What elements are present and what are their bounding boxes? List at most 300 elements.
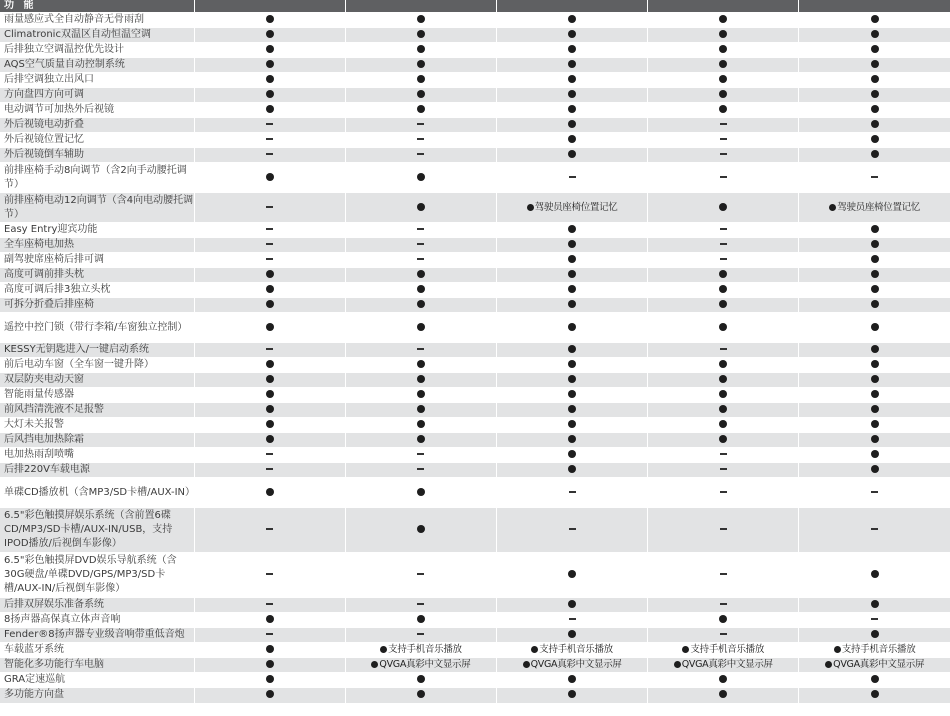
standard-mark [648, 688, 799, 703]
table-row [0, 673, 950, 688]
dash-icon [871, 491, 878, 493]
feature-note-text: 支持手机音乐播放 [380, 644, 462, 655]
feature-name: 6.5"彩色触摸屏娱乐系统（含前置6碟CD/MP3/SD卡槽/AUX-IN/USB，支持IPOD播放/后视倒车影像） [0, 508, 194, 553]
feature-note [497, 193, 648, 223]
standard-dot-icon [266, 105, 274, 113]
standard-dot-icon [568, 15, 576, 23]
not-available-mark [345, 448, 496, 463]
standard-mark [194, 73, 345, 88]
standard-mark [497, 598, 648, 613]
table-row [0, 133, 950, 148]
standard-dot-icon [568, 285, 576, 293]
standard-dot-icon [266, 173, 274, 181]
standard-mark [648, 268, 799, 283]
dash-icon [720, 258, 727, 260]
standard-dot-icon [568, 90, 576, 98]
standard-mark [648, 88, 799, 103]
standard-mark [799, 133, 950, 148]
standard-mark [194, 373, 345, 388]
standard-mark [497, 223, 648, 238]
dash-icon [720, 603, 727, 605]
dash-icon [569, 618, 576, 620]
not-available-mark [345, 628, 496, 643]
table-body [0, 13, 950, 703]
standard-dot-icon [871, 360, 879, 368]
not-available-mark [194, 448, 345, 463]
standard-mark [194, 358, 345, 373]
dash-icon [417, 468, 424, 470]
feature-column-header: 功 能 [0, 0, 194, 13]
not-available-mark [648, 598, 799, 613]
dash-icon [417, 243, 424, 245]
standard-dot-icon [568, 675, 576, 683]
standard-dot-icon [380, 646, 387, 653]
not-available-mark [648, 343, 799, 358]
feature-note [497, 658, 648, 673]
standard-mark [194, 478, 345, 508]
standard-dot-icon [719, 105, 727, 113]
standard-mark [799, 403, 950, 418]
standard-dot-icon [871, 465, 879, 473]
standard-dot-icon [871, 450, 879, 458]
not-available-mark [648, 628, 799, 643]
standard-mark [497, 298, 648, 313]
not-available-mark [194, 508, 345, 553]
standard-dot-icon [266, 675, 274, 683]
feature-name: 双层防夹电动天窗 [0, 373, 194, 388]
not-available-mark [345, 463, 496, 478]
standard-mark [345, 358, 496, 373]
standard-dot-icon [871, 150, 879, 158]
standard-dot-icon [417, 435, 425, 443]
standard-dot-icon [417, 525, 425, 533]
not-available-mark [648, 508, 799, 553]
table-row [0, 238, 950, 253]
standard-dot-icon [829, 204, 836, 211]
standard-mark [497, 373, 648, 388]
feature-name: 遥控中控门锁（带行李箱/车窗独立控制） [0, 313, 194, 343]
dash-icon [417, 453, 424, 455]
not-available-mark [648, 253, 799, 268]
standard-dot-icon [523, 661, 530, 668]
standard-mark [345, 403, 496, 418]
feature-note-text: QVGA真彩中文显示屏 [674, 659, 773, 670]
not-available-mark [345, 118, 496, 133]
standard-dot-icon [719, 675, 727, 683]
standard-mark [497, 13, 648, 28]
standard-dot-icon [266, 435, 274, 443]
standard-dot-icon [417, 285, 425, 293]
standard-mark [194, 13, 345, 28]
standard-mark [345, 508, 496, 553]
standard-mark [497, 343, 648, 358]
standard-dot-icon [266, 90, 274, 98]
standard-dot-icon [719, 323, 727, 331]
dash-icon [417, 573, 424, 575]
standard-dot-icon [568, 30, 576, 38]
standard-mark [497, 283, 648, 298]
table-row [0, 598, 950, 613]
standard-mark [799, 673, 950, 688]
standard-dot-icon [834, 646, 841, 653]
feature-name: 外后视镜电动折叠 [0, 118, 194, 133]
standard-dot-icon [568, 323, 576, 331]
standard-mark [497, 418, 648, 433]
standard-dot-icon [417, 690, 425, 698]
standard-dot-icon [871, 390, 879, 398]
standard-mark [799, 463, 950, 478]
standard-dot-icon [568, 240, 576, 248]
standard-mark [799, 73, 950, 88]
standard-mark [194, 433, 345, 448]
table-row [0, 313, 950, 343]
dash-icon [417, 603, 424, 605]
not-available-mark [194, 238, 345, 253]
standard-dot-icon [417, 375, 425, 383]
standard-dot-icon [719, 203, 727, 211]
standard-dot-icon [871, 630, 879, 638]
standard-mark [345, 418, 496, 433]
standard-mark [648, 43, 799, 58]
feature-name: 高度可调后排3独立头枕 [0, 283, 194, 298]
standard-dot-icon [266, 488, 274, 496]
not-available-mark [345, 553, 496, 598]
standard-mark [648, 58, 799, 73]
standard-dot-icon [871, 120, 879, 128]
dash-icon [569, 176, 576, 178]
dash-icon [266, 228, 273, 230]
not-available-mark [799, 508, 950, 553]
feature-name: 8扬声器高保真立体声音响 [0, 613, 194, 628]
standard-dot-icon [568, 120, 576, 128]
standard-dot-icon [417, 405, 425, 413]
dash-icon [266, 453, 273, 455]
not-available-mark [648, 133, 799, 148]
standard-dot-icon [266, 15, 274, 23]
standard-mark [799, 283, 950, 298]
standard-dot-icon [871, 375, 879, 383]
standard-dot-icon [266, 300, 274, 308]
table-row [0, 223, 950, 238]
standard-dot-icon [871, 420, 879, 428]
standard-mark [194, 298, 345, 313]
dash-icon [720, 528, 727, 530]
standard-mark [345, 13, 496, 28]
standard-mark [648, 103, 799, 118]
standard-mark [194, 103, 345, 118]
standard-dot-icon [531, 646, 538, 653]
standard-dot-icon [568, 690, 576, 698]
feature-note-text: 支持手机音乐播放 [682, 644, 764, 655]
standard-mark [497, 388, 648, 403]
standard-mark [799, 298, 950, 313]
feature-name: 单碟CD播放机（含MP3/SD卡槽/AUX-IN） [0, 478, 194, 508]
not-available-mark [345, 148, 496, 163]
standard-dot-icon [682, 646, 689, 653]
dash-icon [266, 123, 273, 125]
feature-name: 后排独立空调温控优先设计 [0, 43, 194, 58]
standard-dot-icon [871, 240, 879, 248]
standard-dot-icon [871, 135, 879, 143]
feature-note-text: 驾驶员座椅位置记忆 [829, 202, 920, 213]
not-available-mark [345, 253, 496, 268]
not-available-mark [345, 238, 496, 253]
feature-name: 6.5"彩色触摸屏DVD娱乐导航系统（含30G硬盘/单碟DVD/GPS/MP3/SD卡槽/AUX-IN/后视倒车影像） [0, 553, 194, 598]
feature-note [648, 658, 799, 673]
feature-name: 智能雨量传感器 [0, 388, 194, 403]
not-available-mark [648, 478, 799, 508]
feature-note [648, 643, 799, 658]
feature-name: 外后视镜倒车辅助 [0, 148, 194, 163]
standard-dot-icon [871, 60, 879, 68]
standard-dot-icon [417, 615, 425, 623]
standard-dot-icon [266, 323, 274, 331]
dash-icon [417, 228, 424, 230]
standard-dot-icon [266, 45, 274, 53]
standard-mark [497, 313, 648, 343]
standard-dot-icon [417, 75, 425, 83]
dash-icon [266, 633, 273, 635]
standard-mark [194, 43, 345, 58]
dash-icon [417, 123, 424, 125]
not-available-mark [497, 478, 648, 508]
standard-dot-icon [719, 60, 727, 68]
standard-mark [648, 13, 799, 28]
feature-name: GRA定速巡航 [0, 673, 194, 688]
standard-dot-icon [568, 225, 576, 233]
dash-icon [720, 228, 727, 230]
standard-dot-icon [719, 435, 727, 443]
standard-dot-icon [266, 285, 274, 293]
standard-mark [345, 688, 496, 703]
standard-mark [799, 58, 950, 73]
dash-icon [720, 243, 727, 245]
standard-mark [799, 13, 950, 28]
feature-name: 后风挡电加热除霜 [0, 433, 194, 448]
dash-icon [417, 348, 424, 350]
trim-column-header [194, 0, 345, 13]
standard-dot-icon [719, 360, 727, 368]
standard-mark [799, 118, 950, 133]
standard-mark [799, 388, 950, 403]
standard-mark [497, 403, 648, 418]
table-row [0, 28, 950, 43]
trim-column-header [799, 0, 950, 13]
standard-mark [194, 673, 345, 688]
standard-dot-icon [719, 420, 727, 428]
standard-mark [497, 238, 648, 253]
feature-name: 智能化多功能行车电脑 [0, 658, 194, 673]
standard-mark [799, 28, 950, 43]
standard-mark [648, 313, 799, 343]
table-row [0, 43, 950, 58]
standard-mark [497, 253, 648, 268]
standard-mark [799, 43, 950, 58]
feature-name: 电加热雨刮喷嘴 [0, 448, 194, 463]
dash-icon [266, 528, 273, 530]
table-row [0, 58, 950, 73]
standard-dot-icon [674, 661, 681, 668]
not-available-mark [648, 223, 799, 238]
table-row [0, 613, 950, 628]
feature-note [799, 643, 950, 658]
dash-icon [266, 138, 273, 140]
standard-dot-icon [568, 420, 576, 428]
table-row [0, 388, 950, 403]
standard-dot-icon [417, 203, 425, 211]
feature-name: 方向盘四方向可调 [0, 88, 194, 103]
table-row [0, 13, 950, 28]
standard-mark [648, 673, 799, 688]
feature-name: 全车座椅电加热 [0, 238, 194, 253]
standard-dot-icon [417, 173, 425, 181]
standard-dot-icon [871, 15, 879, 23]
dash-icon [266, 348, 273, 350]
standard-mark [194, 88, 345, 103]
standard-dot-icon [417, 488, 425, 496]
feature-name: AQS空气质量自动控制系统 [0, 58, 194, 73]
feature-note-text: QVGA真彩中文显示屏 [825, 659, 924, 670]
not-available-mark [497, 163, 648, 193]
dash-icon [417, 138, 424, 140]
not-available-mark [648, 463, 799, 478]
dash-icon [720, 123, 727, 125]
standard-mark [799, 358, 950, 373]
standard-mark [497, 553, 648, 598]
feature-name: Fender®8扬声器专业级音响带重低音炮 [0, 628, 194, 643]
standard-dot-icon [871, 75, 879, 83]
standard-mark [194, 613, 345, 628]
dash-icon [417, 153, 424, 155]
standard-mark [497, 148, 648, 163]
not-available-mark [194, 343, 345, 358]
feature-name: 车载蓝牙系统 [0, 643, 194, 658]
table-row [0, 553, 950, 598]
standard-dot-icon [266, 60, 274, 68]
table-row [0, 88, 950, 103]
standard-mark [497, 433, 648, 448]
standard-dot-icon [871, 90, 879, 98]
standard-dot-icon [266, 75, 274, 83]
standard-mark [345, 268, 496, 283]
standard-dot-icon [568, 360, 576, 368]
standard-dot-icon [417, 45, 425, 53]
standard-mark [799, 253, 950, 268]
table-row [0, 298, 950, 313]
table-row [0, 118, 950, 133]
dash-icon [266, 206, 273, 208]
not-available-mark [194, 133, 345, 148]
standard-mark [345, 673, 496, 688]
not-available-mark [194, 148, 345, 163]
standard-mark [194, 418, 345, 433]
standard-dot-icon [871, 30, 879, 38]
standard-dot-icon [871, 345, 879, 353]
not-available-mark [497, 508, 648, 553]
table-row [0, 478, 950, 508]
standard-dot-icon [568, 570, 576, 578]
table-row [0, 658, 950, 673]
standard-mark [648, 358, 799, 373]
dash-icon [266, 468, 273, 470]
standard-dot-icon [371, 661, 378, 668]
feature-name: 后排空调独立出风口 [0, 73, 194, 88]
standard-dot-icon [719, 90, 727, 98]
feature-name: 电动调节可加热外后视镜 [0, 103, 194, 118]
standard-dot-icon [719, 75, 727, 83]
dash-icon [720, 138, 727, 140]
feature-note-text: 支持手机音乐播放 [834, 644, 916, 655]
standard-dot-icon [568, 255, 576, 263]
standard-dot-icon [266, 645, 274, 653]
standard-mark [345, 28, 496, 43]
not-available-mark [648, 163, 799, 193]
standard-mark [345, 298, 496, 313]
standard-mark [345, 73, 496, 88]
standard-mark [194, 283, 345, 298]
not-available-mark [648, 553, 799, 598]
feature-name: 后排双屏娱乐准备系统 [0, 598, 194, 613]
standard-dot-icon [568, 435, 576, 443]
standard-mark [194, 163, 345, 193]
standard-dot-icon [871, 690, 879, 698]
feature-note [799, 193, 950, 223]
dash-icon [569, 491, 576, 493]
standard-dot-icon [871, 105, 879, 113]
standard-dot-icon [527, 204, 534, 211]
standard-mark [799, 448, 950, 463]
dash-icon [871, 176, 878, 178]
feature-note [345, 643, 496, 658]
standard-dot-icon [266, 270, 274, 278]
standard-dot-icon [568, 60, 576, 68]
standard-mark [799, 343, 950, 358]
dash-icon [417, 633, 424, 635]
not-available-mark [194, 553, 345, 598]
standard-mark [194, 28, 345, 43]
table-row [0, 193, 950, 223]
standard-dot-icon [871, 405, 879, 413]
standard-mark [345, 88, 496, 103]
standard-dot-icon [417, 420, 425, 428]
standard-mark [799, 373, 950, 388]
standard-mark [345, 103, 496, 118]
standard-mark [799, 598, 950, 613]
standard-dot-icon [568, 135, 576, 143]
standard-dot-icon [266, 690, 274, 698]
table-row [0, 643, 950, 658]
standard-dot-icon [871, 300, 879, 308]
feature-name: 前排座椅电动12向调节（含4向电动腰托调节） [0, 193, 194, 223]
not-available-mark [497, 613, 648, 628]
table-row [0, 103, 950, 118]
standard-dot-icon [568, 45, 576, 53]
not-available-mark [345, 223, 496, 238]
feature-note-text: 支持手机音乐播放 [531, 644, 613, 655]
standard-mark [345, 313, 496, 343]
standard-mark [345, 58, 496, 73]
not-available-mark [194, 223, 345, 238]
feature-name: KESSY无钥匙进入/一键启动系统 [0, 343, 194, 358]
not-available-mark [194, 193, 345, 223]
standard-dot-icon [568, 105, 576, 113]
dash-icon [720, 468, 727, 470]
trim-column-header [648, 0, 799, 13]
standard-mark [648, 613, 799, 628]
standard-mark [194, 643, 345, 658]
standard-mark [799, 238, 950, 253]
standard-dot-icon [266, 390, 274, 398]
